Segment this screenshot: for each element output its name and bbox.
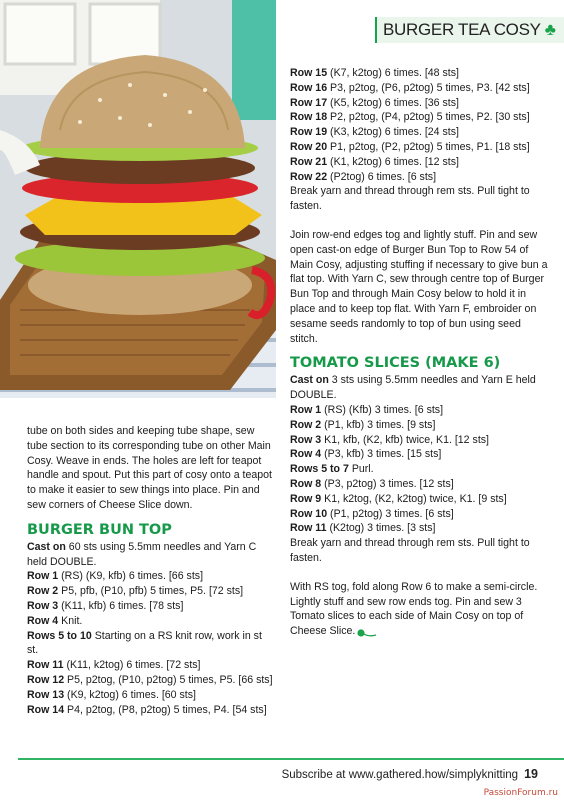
watermark: PassionForum.ru [483, 788, 558, 798]
pattern-row: Row 11 (K11, k2tog) 6 times. [72 sts] [27, 659, 201, 672]
instruction-paragraph: With RS tog, fold along Row 6 to make a semi-circle. Lightly stuff and sew row ends tog. Pin and sew 3 Tomato slices to each side of Main Cosy on top of Cheese Slice. [290, 580, 538, 638]
pattern-row: Row 17 (K5, k2tog) 6 times. [36 sts] [290, 96, 459, 109]
pattern-row: Row 2 (P1, kfb) 3 times. [9 sts] [290, 418, 436, 431]
page-number: 19 [524, 767, 538, 781]
pattern-row: Row 14 P4, p2tog, (P8, p2tog) 5 times, P4. [54 sts] [27, 703, 267, 716]
page-title: BURGER TEA COSY [383, 20, 541, 39]
pattern-row: Row 10 (P1, p2tog) 3 times. [6 sts] [290, 507, 454, 520]
footer [282, 767, 538, 781]
right-column [290, 66, 548, 639]
pattern-row: Row 1 (RS) (K9, kfb) 6 times. [66 sts] [27, 570, 204, 583]
instruction-text: Break yarn and thread through rem sts. Pull tight to fasten. [290, 185, 530, 213]
pattern-row: Row 16 P3, p2tog, (P6, p2tog) 5 times, P3. [42 sts] [290, 81, 530, 94]
pattern-row: Row 18 P2, p2tog, (P4, p2tog) 5 times, P2. [30 sts] [290, 111, 530, 124]
row-list-bun [27, 569, 275, 717]
instruction-paragraph: tube on both sides and keeping tube shape, sew tube section to its corresponding tube on other Main Cosy. Weave in ends. The holes are left for teapot handle and spout. Put this part of cosy onto a teapot to make it easier to sew things into place. Pin and sew corners of Cheese Slice down. [27, 425, 273, 511]
row-list-tomato [290, 403, 548, 536]
knitted-burger-tea-cosy-photo [0, 0, 276, 398]
pattern-row: Row 1 (RS) (Kfb) 3 times. [6 sts] [290, 403, 444, 416]
ball-of-yarn-icon [357, 627, 377, 635]
pattern-row: Row 9 K1, k2tog, (K2, k2tog) twice, K1. [9 sts] [290, 492, 507, 505]
section-header-tab [375, 17, 564, 43]
section-heading-bun: BURGER BUN TOP [27, 521, 172, 538]
pattern-row: Row 4 Knit. [27, 614, 83, 627]
cast-on-line: Cast on 3 sts using 5.5mm needles and Yarn E held DOUBLE. [290, 374, 536, 402]
footer-divider [18, 758, 564, 760]
pattern-row: Row 13 (K9, k2tog) 6 times. [60 sts] [27, 688, 196, 701]
pattern-row: Row 11 (K2tog) 3 times. [3 sts] [290, 522, 436, 535]
pattern-row: Row 19 (K3, k2tog) 6 times. [24 sts] [290, 126, 459, 139]
pattern-row: Rows 5 to 10 Starting on a RS knit row, work in st st. [27, 629, 262, 657]
pattern-row: Row 4 (P3, kfb) 3 times. [15 sts] [290, 448, 442, 461]
pattern-row: Row 3 (K11, kfb) 6 times. [78 sts] [27, 599, 184, 612]
pattern-row: Row 22 (P2tog) 6 times. [6 sts] [290, 170, 437, 183]
pattern-row: Row 21 (K1, k2tog) 6 times. [12 sts] [290, 155, 459, 168]
left-column [27, 424, 275, 717]
pattern-row: Rows 5 to 7 Purl. [290, 463, 374, 476]
pattern-row: Row 15 (K7, k2tog) 6 times. [48 sts] [290, 67, 459, 79]
shamrock-icon: ♣ [544, 20, 556, 39]
pattern-row: Row 3 K1, kfb, (K2, kfb) twice, K1. [12 sts] [290, 433, 490, 446]
pattern-row: Row 2 P5, pfb, (P10, pfb) 5 times, P5. [72 sts] [27, 585, 244, 598]
instruction-text: Break yarn and thread through rem sts. Pull tight to fasten. [290, 537, 530, 564]
section-heading-tomato: TOMATO SLICES (MAKE 6) [290, 355, 501, 372]
pattern-row: Row 8 (P3, p2tog) 3 times. [12 sts] [290, 477, 454, 490]
pattern-row: Row 12 P5, p2tog, (P10, p2tog) 5 times, P5. [66 sts] [27, 673, 273, 686]
cast-on-line: Cast on 60 sts using 5.5mm needles and Yarn C held DOUBLE. [27, 540, 257, 568]
row-list-top [290, 66, 548, 184]
subscribe-link[interactable]: Subscribe at www.gathered.how/simplyknitting [281, 769, 519, 781]
instruction-paragraph: Join row-end edges tog and lightly stuff. Pin and sew open cast-on edge of Burger Bun Top to Row 54 of Main Cosy, adjusting stuffing if necessary to give bun a flat top. With Yarn C, sew through centre top of Burger Bun Top and through Main Cosy below to hold it in place and to keep top flat. With Yarn F, embroider on sesame seeds randomly to top of bun using seed stitch. [290, 228, 548, 345]
pattern-row: Row 20 P1, p2tog, (P2, p2tog) 5 times, P1. [18 sts] [290, 140, 530, 153]
